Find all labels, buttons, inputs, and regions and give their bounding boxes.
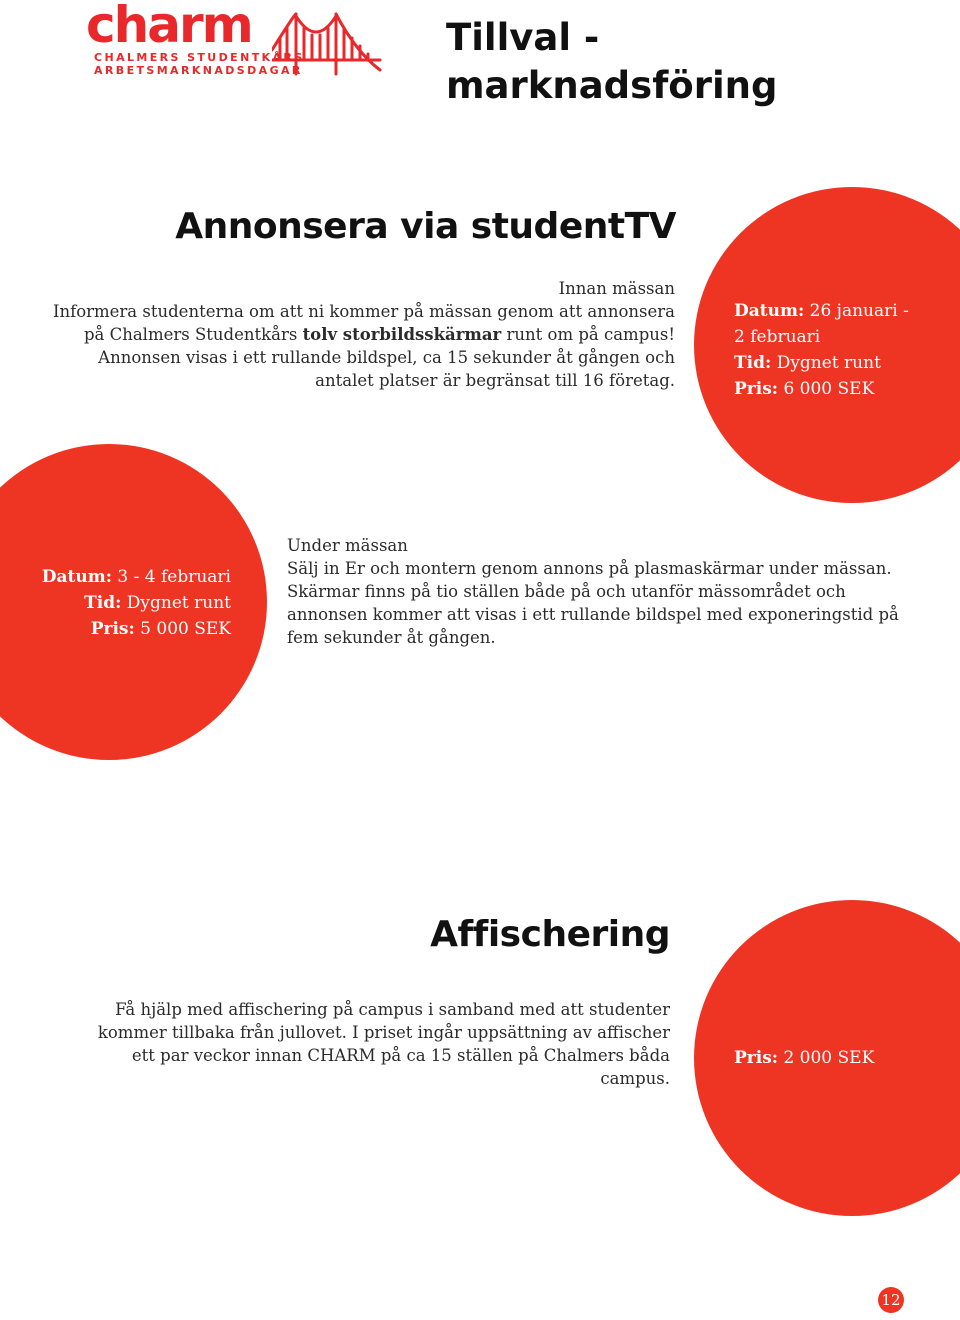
during-fair-subheading: Under mässan [287,536,408,555]
datum-label: Datum: [734,301,805,321]
studenttv-heading: Annonsera via studentTV [175,206,676,247]
pris-label: Pris: [734,379,779,399]
page-number: 12 [878,1287,904,1313]
pris-label: Pris: [734,1048,779,1068]
during-datum-row [20,564,231,590]
page-title: Tillval - marknadsföring [446,16,778,107]
before-fair-description [40,300,675,392]
before-fair-subheading: Innan mässan [558,279,675,298]
during-tid-row [20,590,231,616]
pris-label: Pris: [90,619,135,639]
logo-wordmark: charm [86,0,252,54]
datum-label: Datum: [41,567,112,587]
during-fair-description: Sälj in Er och montern genom annons på plasmaskärmar under mässan. Skärmar finns på tio ställen både på och utanför mässområdet och annonsen kommer att visas i ett rullande bildspel med exponeringstid på fem sekunder åt gången. [287,559,899,647]
logo-line-1: CHALMERS STUDENTKÅRS [94,51,305,64]
datum-value: 26 januari - 2 februari [734,301,909,347]
before-datum-row [734,298,919,350]
during-fair-info [20,564,231,642]
pris-value: 5 000 SEK [140,619,231,639]
affischering-description: Få hjälp med affischering på campus i samband med att studenter kommer tillbaka från jullovet. I priset ingår uppsättning av affischer ett par veckor innan CHARM på ca 15 ställen på Chalmers båda campus. [97,1000,670,1088]
tid-label: Tid: [84,593,122,613]
bridge-icon [272,8,382,76]
pris-value: 2 000 SEK [783,1048,875,1068]
before-text-bold: tolv storbildsskärmar [302,325,502,344]
tid-value: Dygnet runt [126,593,231,613]
affischering-pris-row [734,1045,934,1071]
affischering-info [734,1045,934,1071]
before-pris-row [734,376,919,402]
before-fair-info [734,298,919,402]
before-text-2: runt om på campus! Annonsen visas i ett rullande bildspel, ca 15 sekunder åt gången och antalet platser är begränsat till 16 företag. [98,325,675,390]
tid-label: Tid: [734,353,772,373]
charm-logo [86,2,386,78]
datum-value: 3 - 4 februari [117,567,231,587]
before-text-1: Informera studenterna om att ni kommer på mässan genom att annonsera på Chalmers Studentkårs [52,302,675,344]
logo-line-2: ARBETSMARKNADSDAGAR [94,64,303,77]
pris-value: 6 000 SEK [783,379,875,399]
tid-value: Dygnet runt [776,353,881,373]
during-pris-row [20,616,231,642]
before-tid-row [734,350,919,376]
affischering-heading: Affischering [430,914,670,955]
